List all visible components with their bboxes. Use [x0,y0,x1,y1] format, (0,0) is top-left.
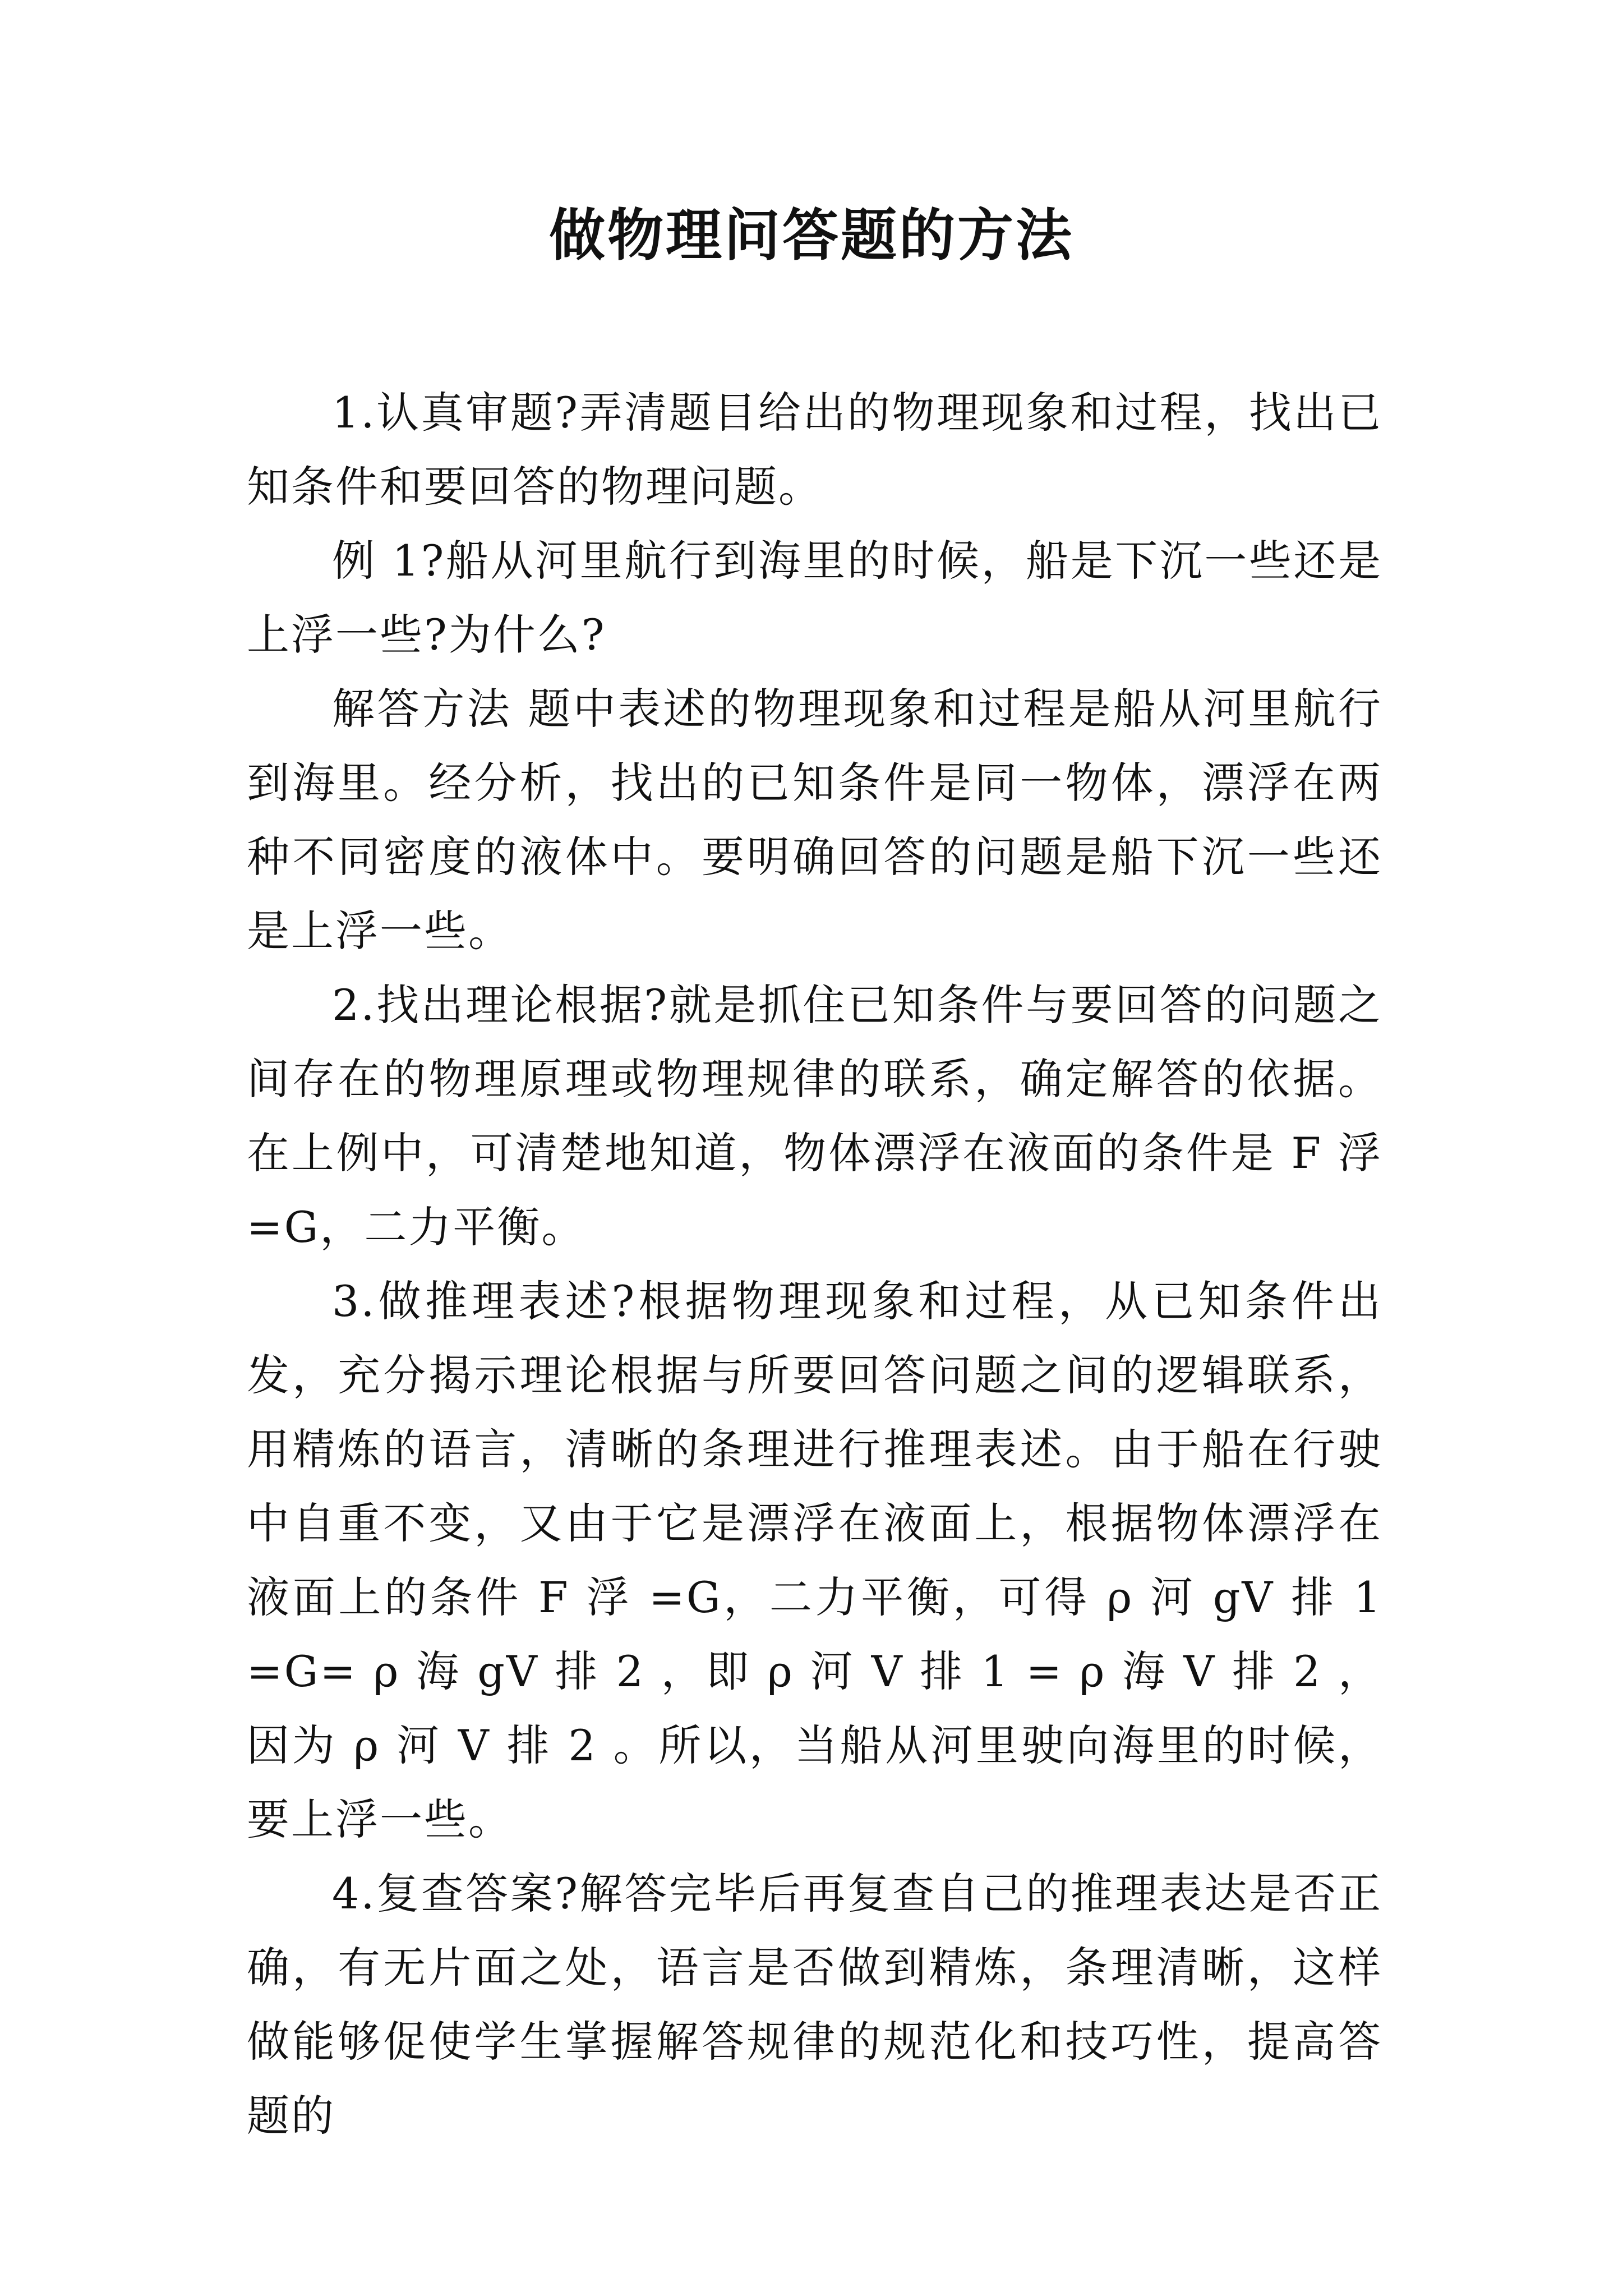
document-body [247,376,1382,2153]
paragraph-example-1: 例 1?船从河里航行到海里的时候，船是下沉一些还是上浮一些?为什么? [247,536,1382,660]
paragraph-step-1: 1.认真审题?弄清题目给出的物理现象和过程，找出已知条件和要回答的物理问题。 [247,388,1382,512]
paragraph-answer-method: 解答方法 题中表述的物理现象和过程是船从河里航行到海里。经分析，找出的已知条件是同一物体，漂浮在两种不同密度的液体中。要明确回答的问题是船下沉一些还是上浮一些。 [247,684,1382,956]
paragraph-step-4: 4.复查答案?解答完毕后再复查自己的推理表达是否正确，有无片面之处，语言是否做到精炼，条理清晰，这样做能够促使学生掌握解答规律的规范化和技巧性，提高答题的 [247,1869,1382,2141]
document-title: 做物理问答题的方法 [549,203,1074,268]
paragraph-step-2: 2.找出理论根据?就是抓住已知条件与要回答的问题之间存在的物理原理或物理规律的联系，确定解答的依据。在上例中，可清楚地知道，物体漂浮在液面的条件是 F 浮 =G，二力平衡。 [247,980,1382,1252]
paragraph-step-3: 3.做推理表述?根据物理现象和过程，从已知条件出发，充分揭示理论根据与所要回答问题之间的逻辑联系，用精炼的语言，清晰的条理进行推理表述。由于船在行驶中自重不变，又由于它是漂浮在液面上，根据物体漂浮在液面上的条件 F 浮 =G，二力平衡，可得 ρ 河 gV 排 1 =G= ρ 海 gV 排 2 ，即 ρ 河 V 排 1 = ρ 海 V 排 2 ，因为 ρ 河 V 排 2 。所以，当船从河里驶向海里的时候，要上浮一些。 [247,1276,1382,1844]
